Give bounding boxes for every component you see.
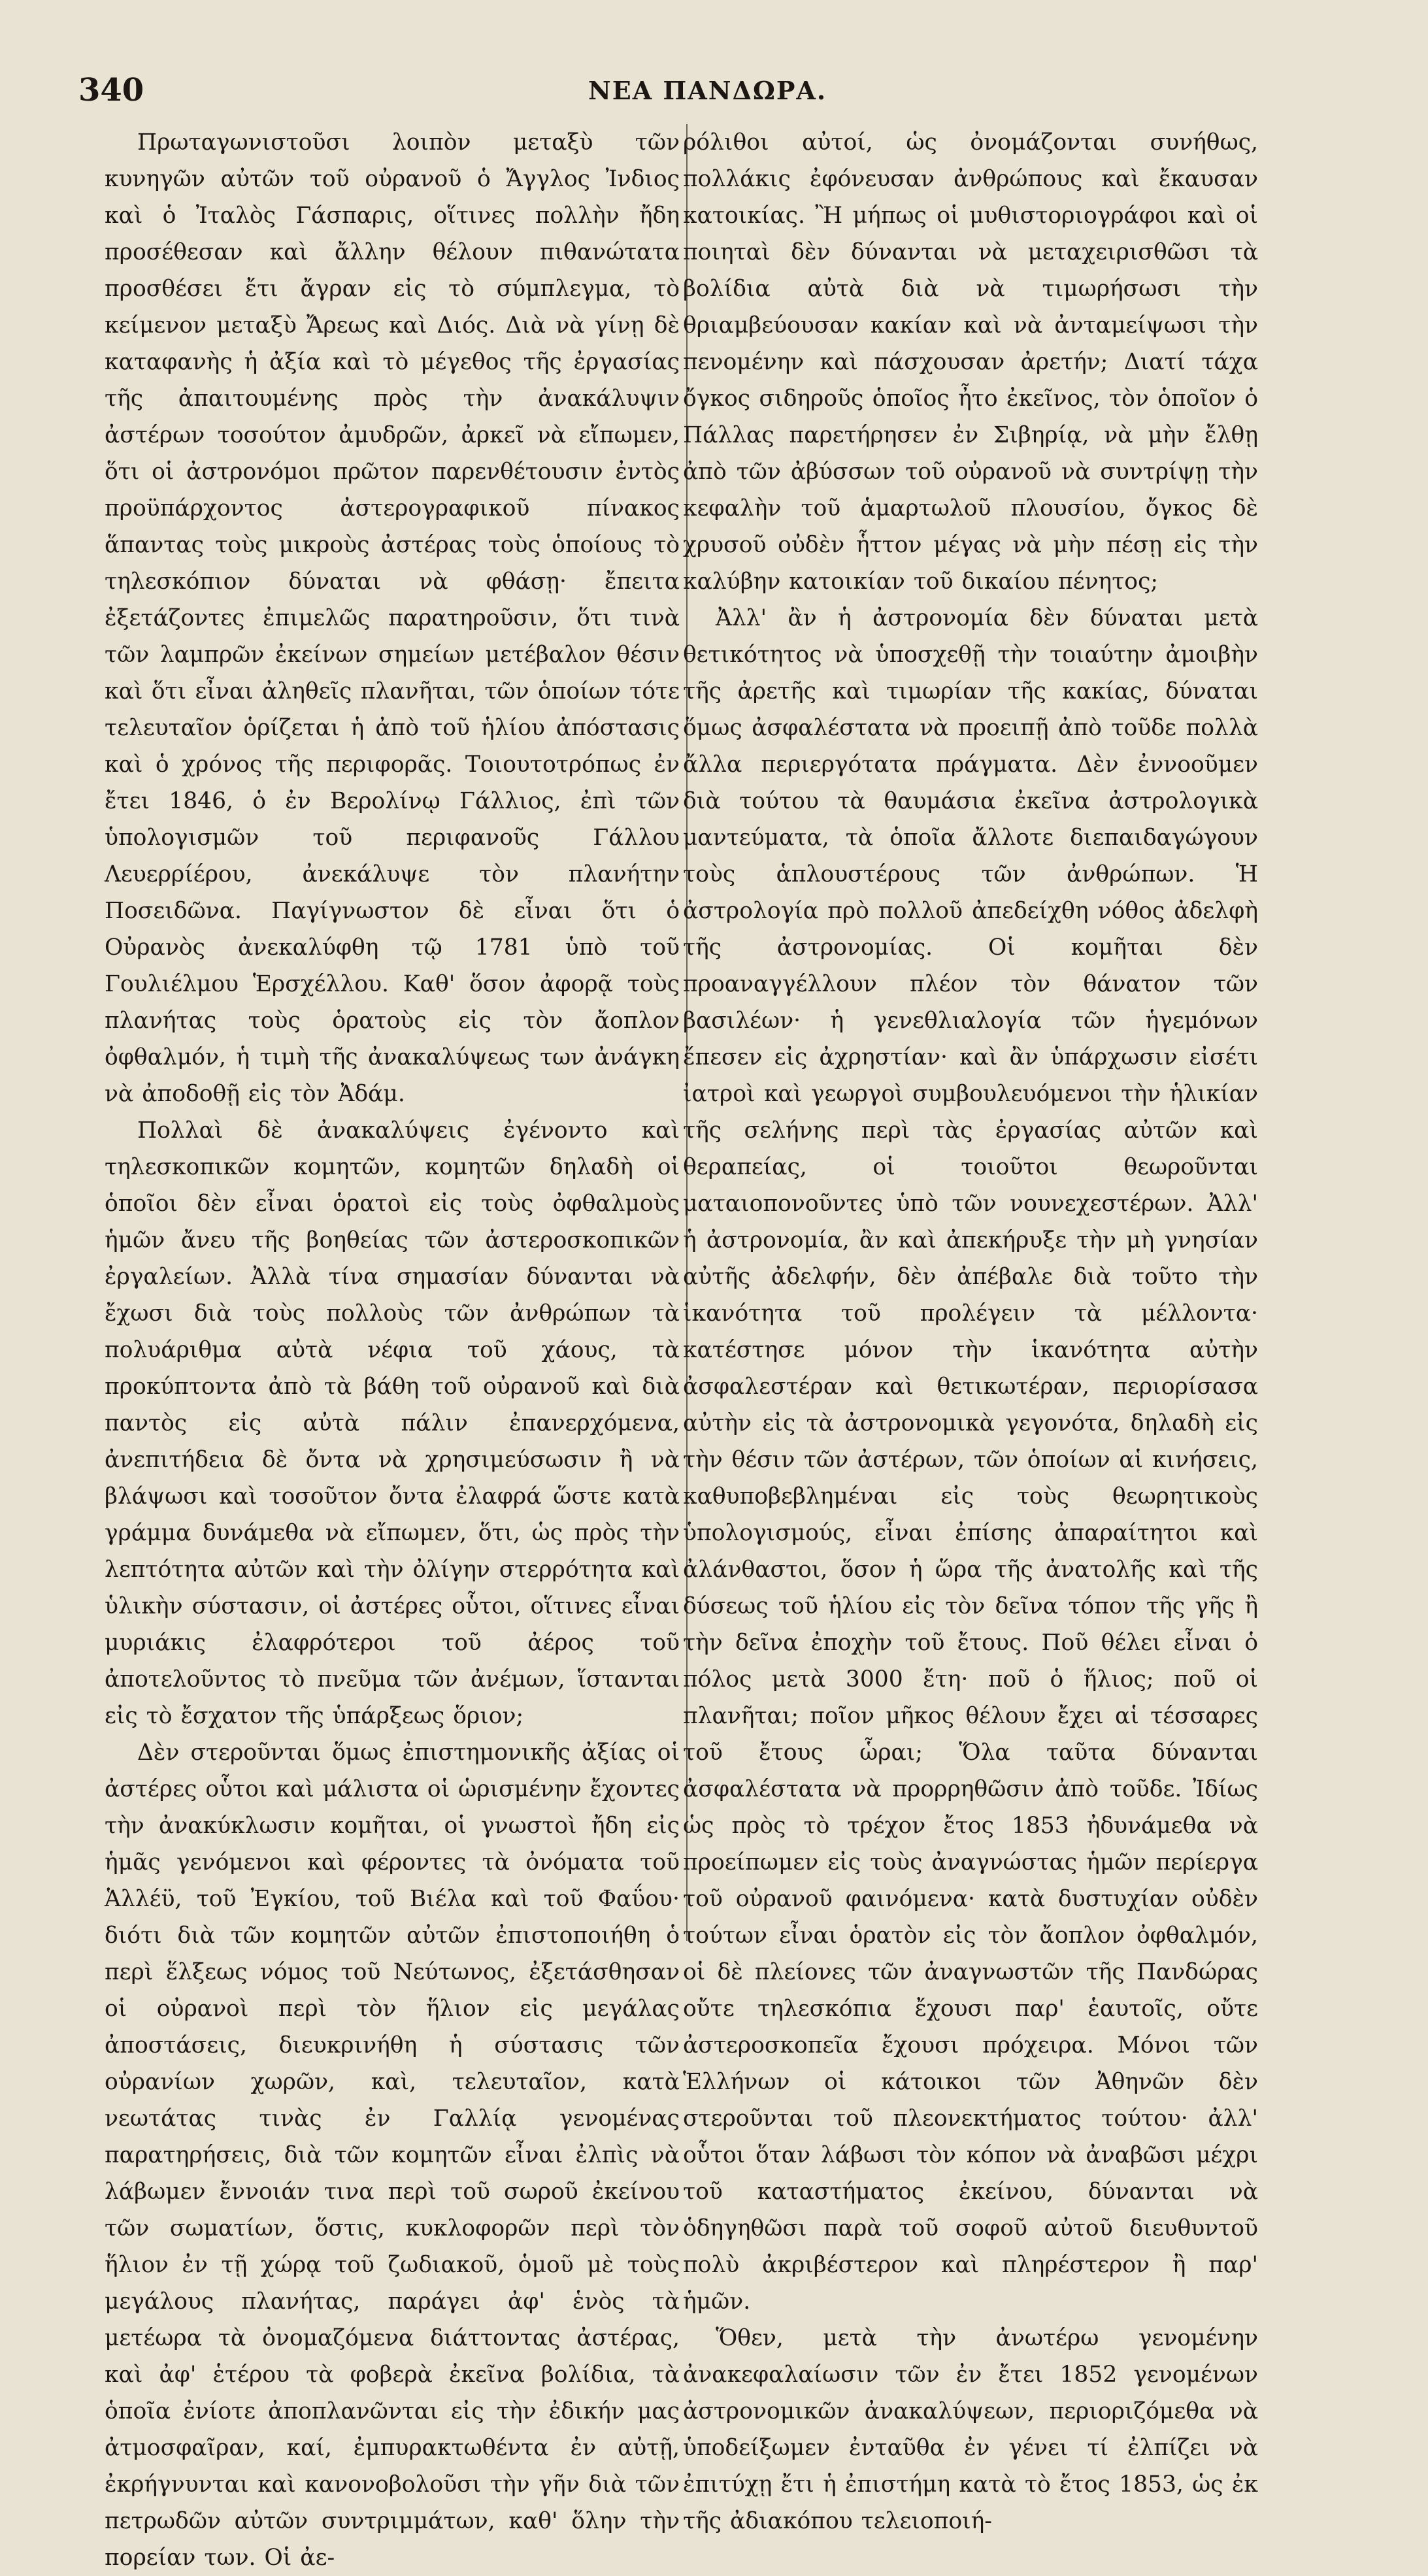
paragraph: Πολλαὶ δὲ ἀνακαλύψεις ἐγένοντο καὶ τηλεσκοπικῶν κομητῶν, κομητῶν δηλαδὴ οἱ ὁποῖοι δὲν εἶναι ὁρατοὶ εἰς τοὺς ὀφθαλμοὺς ἡμῶν ἄνευ τῆς βοηθείας τῶν ἀστεροσκοπικῶν ἐργαλείων. Ἀλλὰ τίνα σημασίαν δύνανται νὰ ἔχωσι διὰ τοὺς πολλοὺς τῶν ἀνθρώπων τὰ πολυάριθμα αὐτὰ νέφια τοῦ χάους, τὰ προκύπτοντα ἀπὸ τὰ βάθη τοῦ οὐρανοῦ καὶ διὰ παντὸς εἰς αὐτὰ πάλιν ἐπανερχόμενα, ἀνεπιτήδεια δὲ ὄντα νὰ χρησιμεύσωσιν ἢ νὰ βλάψωσι καὶ τοσοῦτον ὄντα ἐλαφρά ὥστε κατὰ γράμμα δυνάμεθα νὰ εἴπωμεν, ὅτι, ὡς πρὸς τὴν λεπτότητα αὐτῶν καὶ τὴν ὀλίγην στερρότητα καὶ ὑλικὴν σύστασιν, οἱ ἀστέρες οὗτοι, οἵτινες εἶναι μυριάκις ἐλαφρότεροι τοῦ ἀέρος τοῦ ἀποτελοῦντος τὸ πνεῦμα τῶν ἀνέμων, ἵστανται εἰς τὸ ἔσχατον τῆς ὑπάρξεως ὅριον;: [105, 1117, 680, 1729]
paragraph: ρόλιθοι αὐτοί, ὡς ὀνομάζονται συνήθως, πολλάκις ἐφόνευσαν ἀνθρώπους καὶ ἔκαυσαν κατοικίας. Ἢ μήπως οἱ μυθιστοριογράφοι καὶ οἱ ποιηταὶ δὲν δύνανται νὰ μεταχειρισθῶσι τὰ βολίδια αὐτὰ διὰ νὰ τιμωρήσωσι τὴν θριαμβεύουσαν κακίαν καὶ νὰ ἀνταμείψωσι τὴν πενομένην καὶ πάσχουσαν ἀρετήν; Διατί τάχα ὄγκος σιδηροῦς ὁποῖος ἦτο ἐκεῖνος, τὸν ὁποῖον ὁ Πάλλας παρετήρησεν ἐν Σιβηρίᾳ, νὰ μὴν ἔλθῃ ἀπὸ τῶν ἀβύσσων τοῦ οὐρανοῦ νὰ συντρίψῃ τὴν κεφαλὴν τοῦ ἁμαρτωλοῦ πλουσίου, ὄγκος δὲ χρυσοῦ οὐδὲν ἧττον μέγας νὰ μὴν πέσῃ εἰς τὴν καλύβην κατοικίαν τοῦ δικαίου πένητος;: [683, 129, 1258, 595]
paragraph: Ὅθεν, μετὰ τὴν ἀνωτέρω γενομένην ἀνακεφαλαίωσιν τῶν ἐν ἔτει 1852 γενομένων ἀστρονομικῶν ἀνακαλύψεων, περιοριζόμεθα νὰ ὑποδείξωμεν ἐνταῦθα ἐν γένει τί ἐλπίζει νὰ ἐπιτύχῃ ἔτι ἡ ἐπιστήμη κατὰ τὸ ἔτος 1853, ὡς ἐκ τῆς ἀδιακόπου τελειοποιή-: [683, 2325, 1258, 2534]
right-column: [683, 124, 1258, 2534]
paragraph: Δὲν στεροῦνται ὅμως ἐπιστημονικῆς ἀξίας οἱ ἀστέρες οὗτοι καὶ μάλιστα οἱ ὡρισμένην ἔχοντες τὴν ἀνακύκλωσιν κομῆται, οἱ γνωστοὶ ἤδη εἰς ἡμᾶς γενόμενοι καὶ φέροντες τὰ ὀνόματα τοῦ Ἁλλέϋ, τοῦ Ἐγκίου, τοῦ Βιέλα καὶ τοῦ Φαΰου· διότι διὰ τῶν κομητῶν αὐτῶν ἐπιστοποιήθη ὁ περὶ ἕλξεως νόμος τοῦ Νεύτωνος, ἐξετάσθησαν οἱ οὐρανοὶ περὶ τὸν ἥλιον εἰς μεγάλας ἀποστάσεις, διευκρινήθη ἡ σύστασις τῶν οὐρανίων χωρῶν, καὶ, τελευταῖον, κατὰ νεωτάτας τινὰς ἐν Γαλλίᾳ γενομένας παρατηρήσεις, διὰ τῶν κομητῶν εἶναι ἐλπὶς νὰ λάβωμεν ἔννοιάν τινα περὶ τοῦ σωροῦ ἐκείνου τῶν σωματίων, ὅστις, κυκλοφορῶν περὶ τὸν ἥλιον ἐν τῇ χώρᾳ τοῦ ζωδιακοῦ, ὁμοῦ μὲ τοὺς μεγάλους πλανήτας, παράγει ἀφ' ἑνὸς τὰ μετέωρα τὰ ὀνομαζόμενα διάττοντας ἀστέρας, καὶ ἀφ' ἑτέρου τὰ φοβερὰ ἐκεῖνα βολίδια, τὰ ὁποῖα ἐνίοτε ἀποπλανῶνται εἰς τὴν ἐδικήν μας ἀτμοσφαῖραν, καί, ἐμπυρακτωθέντα ἐν αὐτῇ, ἐκρήγνυνται καὶ κανονοβολοῦσι τὴν γῆν διὰ τῶν πετρωδῶν αὐτῶν συντριμμάτων, καθ' ὅλην τὴν πορείαν των. Οἱ ἀε-: [105, 1740, 680, 2571]
paragraph: Πρωταγωνιστοῦσι λοιπὸν μεταξὺ τῶν κυνηγῶν αὐτῶν τοῦ οὐρανοῦ ὁ Ἄγγλος Ἰνδιος καὶ ὁ Ἰταλὸς Γάσπαρις, οἵτινες πολλὴν ἤδη προσέθεσαν καὶ ἄλλην θέλουν πιθανώτατα προσθέσει ἔτι ἄγραν εἰς τὸ σύμπλεγμα, τὸ κείμενον μεταξὺ Ἄρεως καὶ Διός. Διὰ νὰ γίνῃ δὲ καταφανὴς ἡ ἀξία καὶ τὸ μέγεθος τῆς ἐργασίας τῆς ἀπαιτουμένης πρὸς τὴν ἀνακάλυψιν ἀστέρων τοσούτον ἀμυδρῶν, ἀρκεῖ νὰ εἴπωμεν, ὅτι οἱ ἀστρονόμοι πρῶτον παρενθέτουσιν ἐντὸς προϋπάρχοντος ἀστερογραφικοῦ πίνακος ἅπαντας τοὺς μικροὺς ἀστέρας τοὺς ὁποίους τὸ τηλεσκόπιον δύναται νὰ φθάσῃ· ἔπειτα ἐξετάζοντες ἐπιμελῶς παρατηροῦσιν, ὅτι τινὰ τῶν λαμπρῶν ἐκείνων σημείων μετέβαλον θέσιν καὶ ὅτι εἶναι ἀληθεῖς πλανῆται, τῶν ὁποίων τότε τελευταῖον ὁρίζεται ἡ ἀπὸ τοῦ ἡλίου ἀπόστασις καὶ ὁ χρόνος τῆς περιφορᾶς. Τοιουτοτρόπως ἐν ἔτει 1846, ὁ ἐν Βερολίνῳ Γάλλιος, ἐπὶ τῶν ὑπολογισμῶν τοῦ περιφανοῦς Γάλλου Λευερρίέρου, ἀνεκάλυψε τὸν πλανήτην Ποσειδῶνα. Παγίγνωστον δὲ εἶναι ὅτι ὁ Οὐρανὸς ἀνεκαλύφθη τῷ 1781 ὑπὸ τοῦ Γουλιέλμου Ἑρσχέλλου. Καθ' ὅσον ἀφορᾷ τοὺς πλανήτας τοὺς ὁρατοὺς εἰς τὸν ἄοπλον ὀφθαλμόν, ἡ τιμὴ τῆς ἀνακαλύψεως των ἀνάγκη νὰ ἀποδοθῇ εἰς τὸν Ἀδάμ.: [105, 129, 680, 1107]
paragraph: Ἀλλ' ἂν ἡ ἀστρονομία δὲν δύναται μετὰ θετικότητος νὰ ὑποσχεθῇ τὴν τοιαύτην ἀμοιβὴν τῆς ἀρετῆς καὶ τιμωρίαν τῆς κακίας, δύναται ὅμως ἀσφαλέστατα νὰ προειπῇ ἀπὸ τοῦδε πολλὰ ἄλλα περιεργότατα πράγματα. Δὲν ἐννοοῦμεν διὰ τούτου τὰ θαυμάσια ἐκεῖνα ἀστρολογικὰ μαντεύματα, τὰ ὁποῖα ἄλλοτε διεπαιδαγώγουν τοὺς ἁπλουστέρους τῶν ἀνθρώπων. Ἡ ἀστρολογία πρὸ πολλοῦ ἀπεδείχθη νόθος ἀδελφὴ τῆς ἀστρονομίας. Οἱ κομῆται δὲν προαναγγέλλουν πλέον τὸν θάνατον τῶν βασιλέων· ἡ γενεθλιαλογία τῶν ἡγεμόνων ἔπεσεν εἰς ἀχρηστίαν· καὶ ἂν ὑπάρχωσιν εἰσέτι ἰατροὶ καὶ γεωργοὶ συμβουλευόμενοι τὴν ἡλικίαν τῆς σελήνης περὶ τὰς ἐργασίας αὐτῶν καὶ θεραπείας, οἱ τοιοῦτοι θεωροῦνται ματαιοπονοῦντες ὑπὸ τῶν νουνεχεστέρων. Ἀλλ' ἡ ἀστρονομία, ἂν καὶ ἀπεκήρυξε τὴν μὴ γνησίαν αὐτῆς ἀδελφήν, δὲν ἀπέβαλε διὰ τοῦτο τὴν ἱκανότητα τοῦ προλέγειν τὰ μέλλοντα· κατέστησε μόνον τὴν ἱκανότητα αὐτὴν ἀσφαλεστέραν καὶ θετικωτέραν, περιορίσασα αὐτὴν εἰς τὰ ἀστρονομικὰ γεγονότα, δηλαδὴ εἰς τὴν θέσιν τῶν ἀστέρων, τῶν ὁποίων αἱ κινήσεις, καθυποβεβλημέναι εἰς τοὺς θεωρητικοὺς ὑπολογισμούς, εἶναι ἐπίσης ἀπαραίτητοι καὶ ἀλάνθαστοι, ὅσον ἡ ὥρα τῆς ἀνατολῆς καὶ τῆς δύσεως τοῦ ἡλίου εἰς τὸν δεῖνα τόπον τῆς γῆς ἢ τὴν δεῖνα ἐποχὴν τοῦ ἔτους. Ποῦ θέλει εἶναι ὁ πόλος μετὰ 3000 ἔτη· ποῦ ὁ ἥλιος; ποῦ οἱ πλανῆται; ποῖον μῆκος θέλουν ἔχει αἱ τέσσαρες τοῦ ἔτους ὧραι; Ὅλα ταῦτα δύνανται ἀσφαλέστατα νὰ προρρηθῶσιν ἀπὸ τοῦδε. Ἰδίως ὡς πρὸς τὸ τρέχον ἔτος 1853 ἠδυνάμεθα νὰ προείπωμεν εἰς τοὺς ἀναγνώστας ἡμῶν περίεργα τοῦ οὐρανοῦ φαινόμενα· κατὰ δυστυχίαν οὐδὲν τούτων εἶναι ὁρατὸν εἰς τὸν ἄοπλον ὀφθαλμόν, οἱ δὲ πλείονες τῶν ἀναγνωστῶν τῆς Πανδώρας οὔτε τηλεσκόπια ἔχουσι παρ' ἑαυτοῖς, οὔτε ἀστεροσκοπεῖα ἔχουσι πρόχειρα. Μόνοι τῶν Ἑλλήνων οἱ κάτοικοι τῶν Ἀθηνῶν δὲν στεροῦνται τοῦ πλεονεκτήματος τούτου· ἀλλ' οὗτοι ὅταν λάβωσι τὸν κόπον νὰ ἀναβῶσι μέχρι τοῦ καταστήματος ἐκείνου, δύνανται νὰ ὁδηγηθῶσι παρὰ τοῦ σοφοῦ αὐτοῦ διευθυντοῦ πολὺ ἀκριβέστερον καὶ πληρέστερον ἢ παρ' ἡμῶν.: [683, 605, 1258, 2315]
page-number: 340: [78, 72, 144, 108]
running-title: ΝΕΑ ΠΑΝΔΩΡΑ.: [588, 76, 827, 105]
page-header: [78, 72, 1268, 111]
left-column: [105, 124, 680, 2571]
